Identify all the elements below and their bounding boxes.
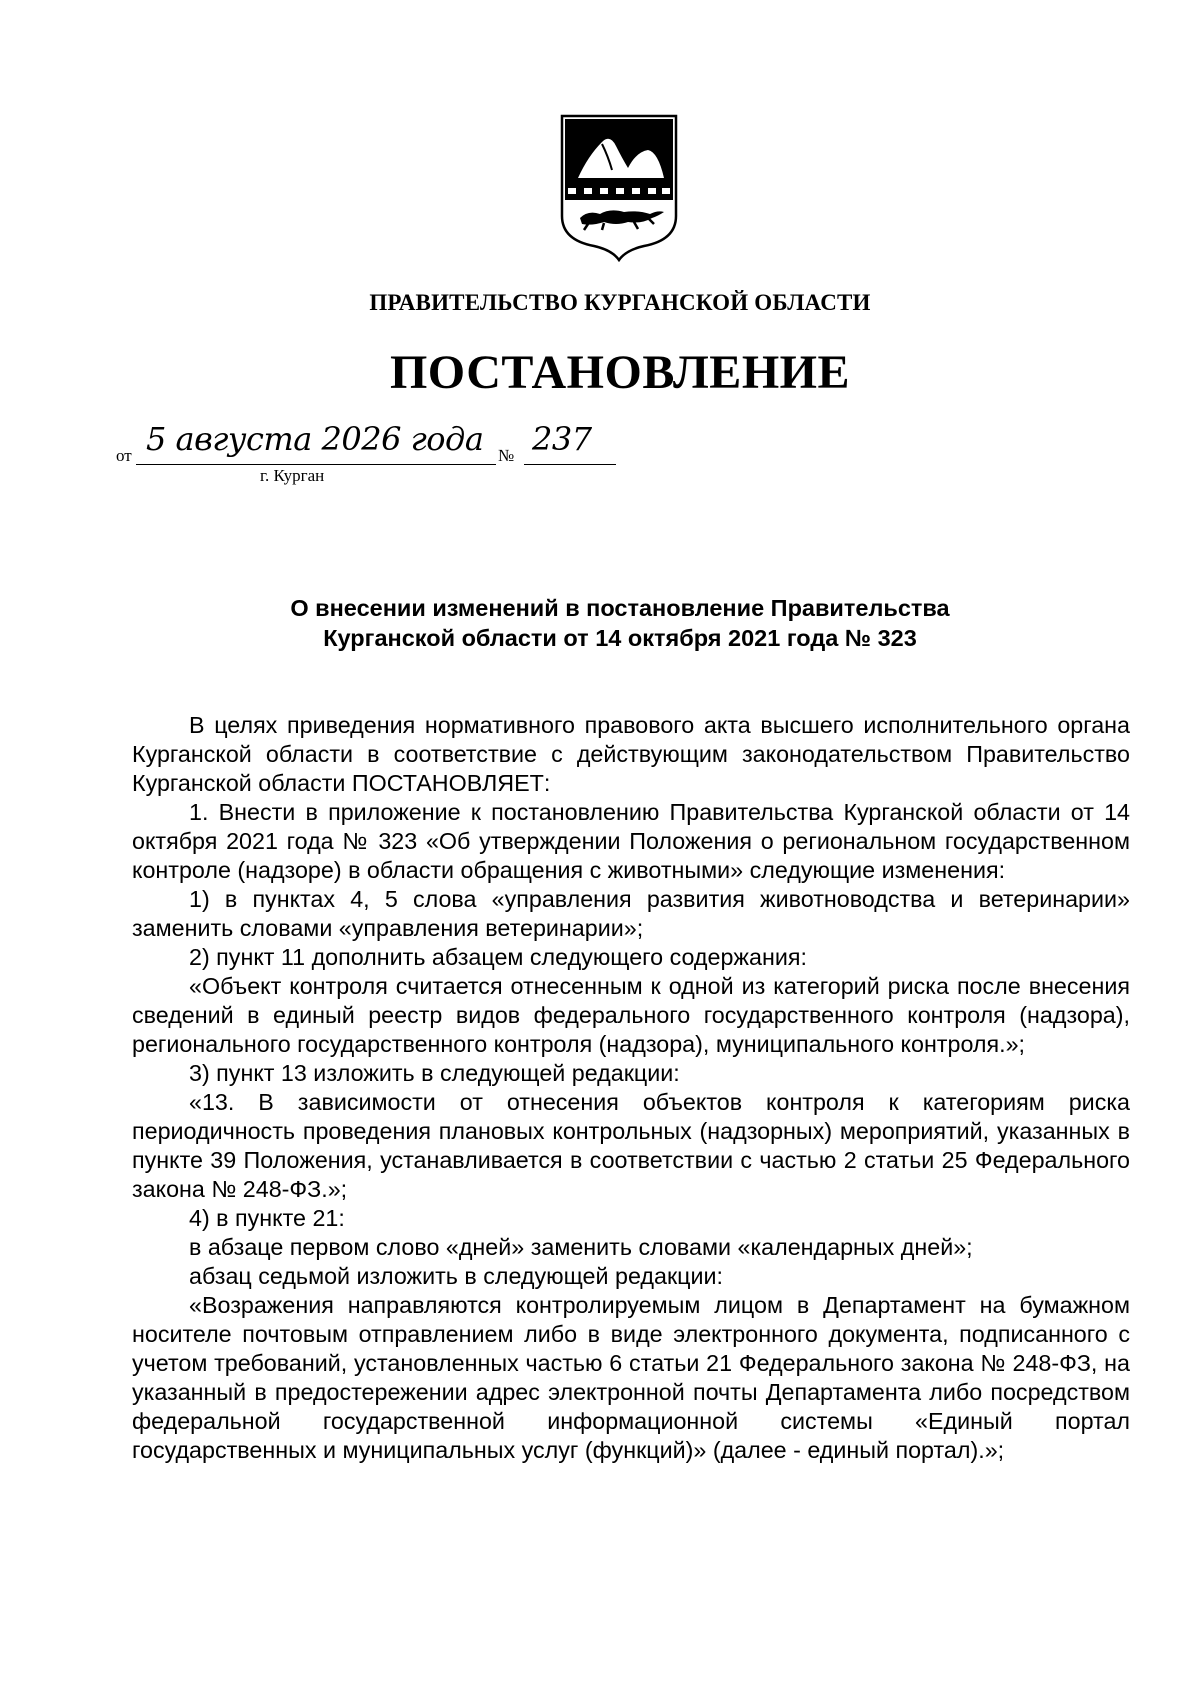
paragraph: 1. Внести в приложение к постановлению Правительства Курганской области от 14 октября 2021 года № 323 «Об утверждении Положения о региональном государственном контроле (надзоре) в области обращения с животными» следующие изменения: — [132, 799, 1130, 883]
paragraph: «Объект контроля считается отнесенным к одной из категорий риска после внесения сведений в единый реестр видов федерального государственного контроля (надзора), регионального государственного контроля (надзора), муниципального контроля.»; — [132, 973, 1130, 1057]
number-prefix: № — [498, 446, 515, 465]
government-name: ПРАВИТЕЛЬСТВО КУРГАНСКОЙ ОБЛАСТИ — [369, 290, 871, 315]
paragraph: абзац седьмой изложить в следующей редакции: — [189, 1263, 723, 1289]
paragraph: 4) в пункте 21: — [189, 1205, 345, 1231]
handwritten-number: 237 — [532, 420, 592, 458]
paragraph: 3) пункт 13 изложить в следующей редакции: — [189, 1060, 680, 1086]
paragraph: В целях приведения нормативного правового акта высшего исполнительного органа Курганской области в соответствие с действующим законодательством Правительство Курганской области ПОСТАНОВЛЯЕТ: — [132, 712, 1130, 796]
city-name: г. Курган — [260, 466, 325, 485]
date-prefix: от — [116, 446, 132, 465]
paragraph: «13. В зависимости от отнесения объектов контроля к категориям риска периодичность проведения плановых контрольных (надзорных) мероприятий, указанных в пункте 39 Положения, устанавливается в соответствии с частью 2 статьи 25 Федерального закона № 248-ФЗ.»; — [132, 1089, 1130, 1202]
handwritten-date: 5 августа 2026 года — [146, 420, 484, 458]
number-underline — [524, 464, 616, 465]
document-type: ПОСТАНОВЛЕНИЕ — [389, 346, 851, 399]
date-number-line — [0, 420, 1200, 500]
document-body — [132, 711, 1130, 1465]
paragraph: «Возражения направляются контролируемым лицом в Департамент на бумажном носителе почтовым отправлением либо в виде электронного документа, подписанного с учетом требований, установленных частью 6 статьи 21 Федерального закона № 248-ФЗ, на указанный в предостережении адрес электронной почты Департамента либо посредством федеральной государственной информационной системы «Единый портал государственных и муниципальных услуг (функций)» (далее - единый портал).»; — [132, 1292, 1130, 1463]
paragraph: 1) в пунктах 4, 5 слова «управления развития животноводства и ветеринарии» заменить словами «управления ветеринарии»; — [132, 886, 1130, 941]
paragraph: 2) пункт 11 дополнить абзацем следующего содержания: — [189, 944, 807, 970]
coat-of-arms-emblem — [558, 112, 680, 262]
paragraph: в абзаце первом слово «дней» заменить словами «календарных дней»; — [189, 1234, 973, 1260]
date-underline — [136, 464, 496, 465]
title-line-1: О внесении изменений в постановление Правительства — [290, 595, 950, 621]
document-title — [170, 593, 1070, 653]
title-line-2: Курганской области от 14 октября 2021 года № 323 — [323, 625, 917, 651]
